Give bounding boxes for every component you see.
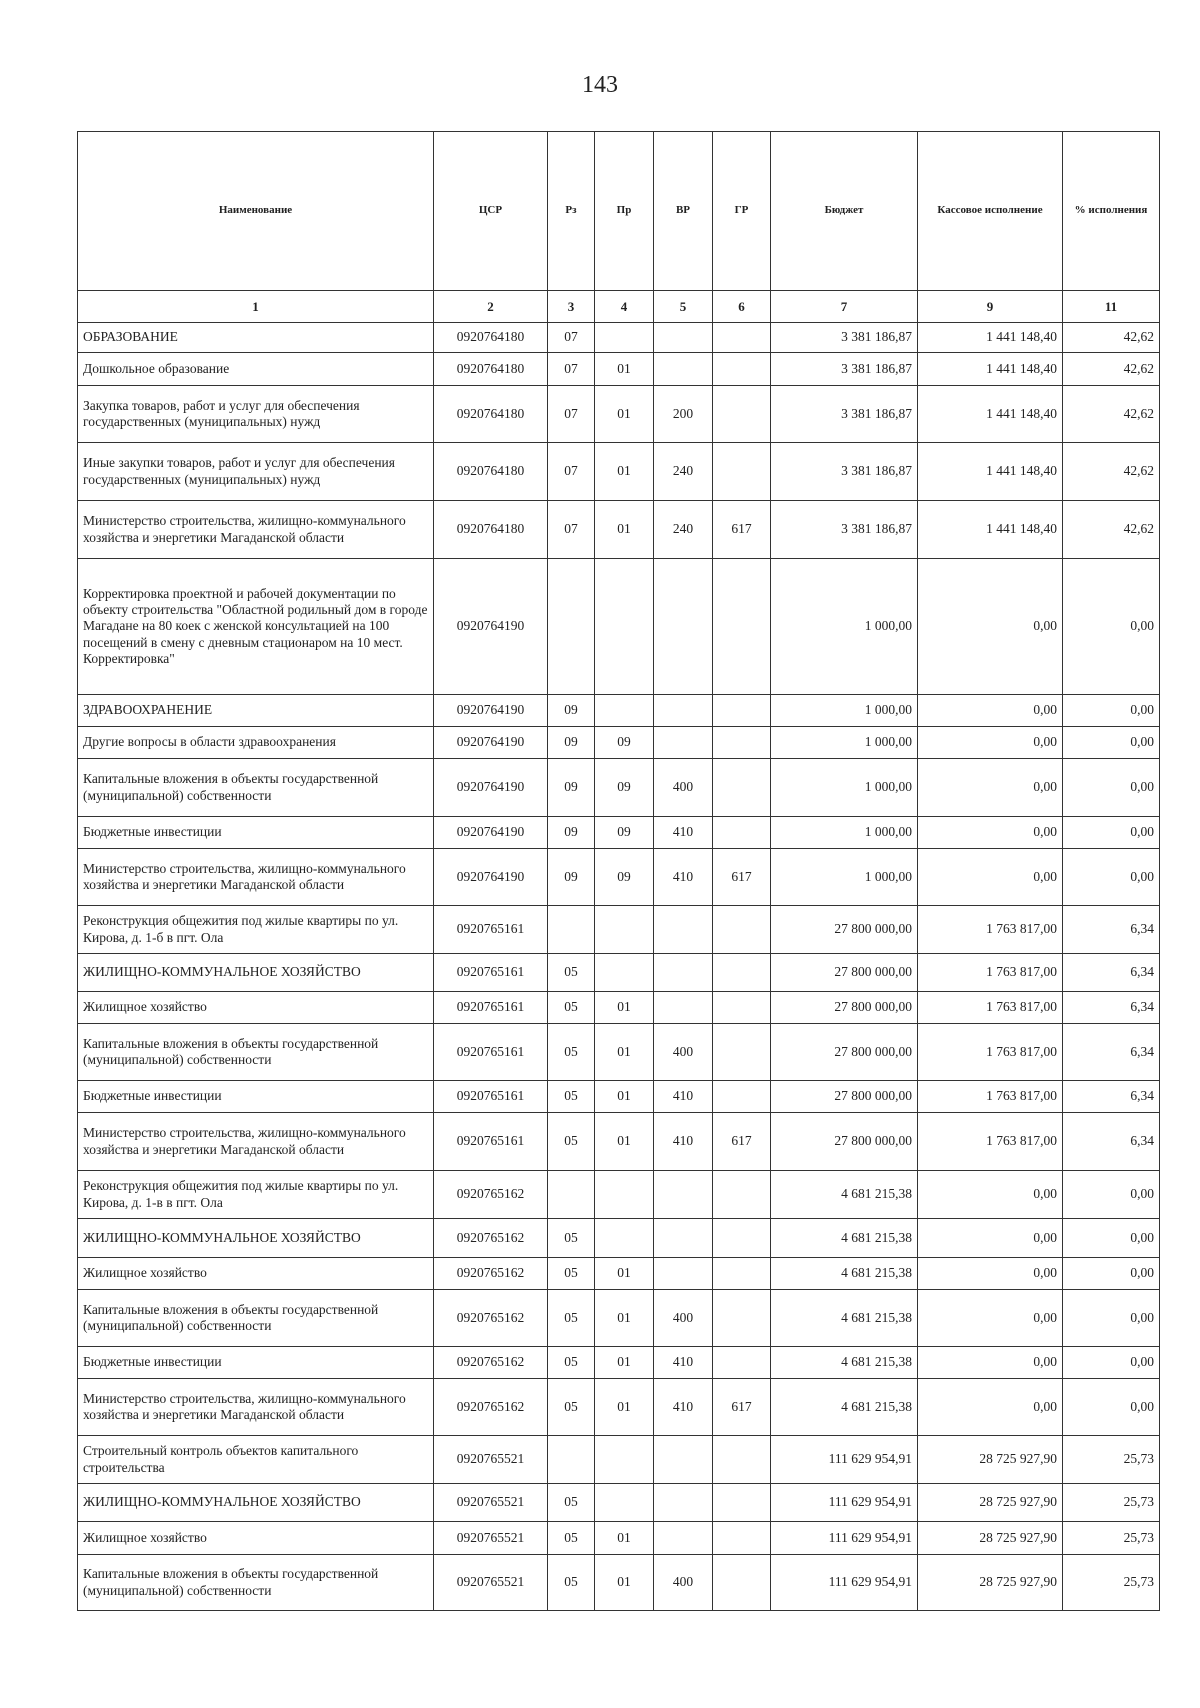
cell-name: Строительный контроль объектов капитального строительства — [78, 1436, 434, 1484]
cell-budget: 27 800 000,00 — [771, 992, 918, 1024]
cell-cash-execution: 1 763 817,00 — [918, 1113, 1063, 1171]
table-row — [78, 1347, 1160, 1379]
page-number: 143 — [582, 72, 618, 98]
table-row — [78, 323, 1160, 353]
cell-rz: 09 — [548, 695, 595, 727]
cell-budget: 1 000,00 — [771, 727, 918, 759]
cell-csr: 0920764180 — [434, 386, 548, 443]
cell-csr: 0920765161 — [434, 954, 548, 992]
column-number-csr: 2 — [434, 291, 548, 323]
cell-cash-execution: 0,00 — [918, 1379, 1063, 1436]
cell-pr: 01 — [595, 501, 654, 559]
table-row — [78, 501, 1160, 559]
cell-rz: 05 — [548, 1379, 595, 1436]
cell-execution-percent: 0,00 — [1063, 1379, 1160, 1436]
cell-cash-execution: 1 441 148,40 — [918, 443, 1063, 501]
table-body — [78, 323, 1160, 1611]
cell-cash-execution: 1 763 817,00 — [918, 992, 1063, 1024]
column-number-vr: 5 — [654, 291, 713, 323]
cell-gr: 617 — [713, 1113, 771, 1171]
cell-execution-percent: 42,62 — [1063, 323, 1160, 353]
cell-rz: 05 — [548, 992, 595, 1024]
cell-csr: 0920764180 — [434, 353, 548, 386]
cell-vr — [654, 906, 713, 954]
cell-gr — [713, 559, 771, 695]
cell-budget: 4 681 215,38 — [771, 1347, 918, 1379]
cell-pr — [595, 1219, 654, 1258]
cell-vr: 410 — [654, 817, 713, 849]
cell-execution-percent: 42,62 — [1063, 443, 1160, 501]
column-number-execution-percent: 11 — [1063, 291, 1160, 323]
cell-csr: 0920765161 — [434, 992, 548, 1024]
cell-budget: 111 629 954,91 — [771, 1436, 918, 1484]
cell-name: Иные закупки товаров, работ и услуг для обеспечения государственных (муниципальных) нужд — [78, 443, 434, 501]
cell-name: Бюджетные инвестиции — [78, 1347, 434, 1379]
cell-rz: 07 — [548, 353, 595, 386]
cell-cash-execution: 0,00 — [918, 1219, 1063, 1258]
cell-cash-execution: 28 725 927,90 — [918, 1484, 1063, 1522]
table-row — [78, 1081, 1160, 1113]
table-row — [78, 1171, 1160, 1219]
cell-pr: 01 — [595, 443, 654, 501]
cell-name: Капитальные вложения в объекты государственной (муниципальной) собственности — [78, 759, 434, 817]
cell-gr — [713, 1484, 771, 1522]
cell-budget: 3 381 186,87 — [771, 386, 918, 443]
cell-csr: 0920765162 — [434, 1290, 548, 1347]
cell-gr — [713, 727, 771, 759]
header-gr: ГР — [713, 132, 771, 291]
cell-execution-percent: 6,34 — [1063, 1113, 1160, 1171]
cell-csr: 0920765162 — [434, 1347, 548, 1379]
cell-rz: 05 — [548, 1347, 595, 1379]
cell-vr — [654, 1436, 713, 1484]
cell-gr: 617 — [713, 501, 771, 559]
cell-execution-percent: 6,34 — [1063, 1081, 1160, 1113]
cell-execution-percent: 0,00 — [1063, 559, 1160, 695]
cell-pr: 01 — [595, 1555, 654, 1611]
cell-vr — [654, 695, 713, 727]
cell-vr: 400 — [654, 759, 713, 817]
cell-cash-execution: 28 725 927,90 — [918, 1436, 1063, 1484]
cell-vr: 400 — [654, 1555, 713, 1611]
table-row — [78, 954, 1160, 992]
header-execution-percent: % исполнения — [1063, 132, 1160, 291]
cell-gr — [713, 323, 771, 353]
cell-pr — [595, 906, 654, 954]
cell-rz: 07 — [548, 443, 595, 501]
cell-csr: 0920764180 — [434, 323, 548, 353]
header-name: Наименование — [78, 132, 434, 291]
cell-rz — [548, 1436, 595, 1484]
cell-gr — [713, 906, 771, 954]
cell-name: Жилищное хозяйство — [78, 1258, 434, 1290]
cell-vr: 240 — [654, 443, 713, 501]
cell-budget: 4 681 215,38 — [771, 1290, 918, 1347]
cell-budget: 3 381 186,87 — [771, 443, 918, 501]
cell-pr: 01 — [595, 1113, 654, 1171]
cell-csr: 0920765521 — [434, 1484, 548, 1522]
cell-execution-percent: 0,00 — [1063, 1258, 1160, 1290]
cell-gr — [713, 1024, 771, 1081]
cell-vr: 400 — [654, 1024, 713, 1081]
cell-pr: 01 — [595, 1347, 654, 1379]
cell-rz: 05 — [548, 1290, 595, 1347]
cell-csr: 0920764180 — [434, 443, 548, 501]
table-row — [78, 1290, 1160, 1347]
cell-pr — [595, 1484, 654, 1522]
cell-pr — [595, 695, 654, 727]
cell-execution-percent: 25,73 — [1063, 1436, 1160, 1484]
cell-execution-percent: 25,73 — [1063, 1555, 1160, 1611]
cell-execution-percent: 0,00 — [1063, 1171, 1160, 1219]
cell-cash-execution: 28 725 927,90 — [918, 1555, 1063, 1611]
table-row — [78, 443, 1160, 501]
header-vr: ВР — [654, 132, 713, 291]
cell-name: Жилищное хозяйство — [78, 1522, 434, 1555]
cell-budget: 27 800 000,00 — [771, 1081, 918, 1113]
table-row — [78, 1555, 1160, 1611]
cell-budget: 1 000,00 — [771, 817, 918, 849]
cell-cash-execution: 1 763 817,00 — [918, 906, 1063, 954]
cell-execution-percent: 6,34 — [1063, 1024, 1160, 1081]
cell-vr — [654, 353, 713, 386]
cell-gr — [713, 1258, 771, 1290]
cell-pr: 01 — [595, 1290, 654, 1347]
cell-execution-percent: 25,73 — [1063, 1484, 1160, 1522]
cell-rz: 05 — [548, 1219, 595, 1258]
cell-budget: 3 381 186,87 — [771, 353, 918, 386]
cell-name: Корректировка проектной и рабочей документации по объекту строительства "Областной родильный дом в городе Магадане на 80 коек с женской консультацией на 100 посещений в смену с дневным стационаром на 10 мест. Корректировка" — [78, 559, 434, 695]
cell-csr: 0920765162 — [434, 1258, 548, 1290]
cell-rz: 05 — [548, 1113, 595, 1171]
cell-execution-percent: 6,34 — [1063, 992, 1160, 1024]
cell-budget: 1 000,00 — [771, 759, 918, 817]
cell-budget: 4 681 215,38 — [771, 1219, 918, 1258]
cell-cash-execution: 0,00 — [918, 695, 1063, 727]
cell-name: ЗДРАВООХРАНЕНИЕ — [78, 695, 434, 727]
cell-name: Жилищное хозяйство — [78, 992, 434, 1024]
cell-name: Бюджетные инвестиции — [78, 1081, 434, 1113]
cell-csr: 0920765162 — [434, 1219, 548, 1258]
cell-execution-percent: 0,00 — [1063, 1347, 1160, 1379]
cell-csr: 0920764190 — [434, 849, 548, 906]
cell-vr — [654, 1484, 713, 1522]
cell-name: Министерство строительства, жилищно-коммунального хозяйства и энергетики Магаданской области — [78, 1113, 434, 1171]
cell-vr: 240 — [654, 501, 713, 559]
cell-cash-execution: 0,00 — [918, 759, 1063, 817]
cell-name: Капитальные вложения в объекты государственной (муниципальной) собственности — [78, 1024, 434, 1081]
cell-gr — [713, 1522, 771, 1555]
cell-budget: 27 800 000,00 — [771, 954, 918, 992]
cell-rz — [548, 906, 595, 954]
cell-cash-execution: 0,00 — [918, 727, 1063, 759]
cell-vr: 410 — [654, 1379, 713, 1436]
cell-vr: 410 — [654, 849, 713, 906]
cell-csr: 0920764190 — [434, 759, 548, 817]
table-row — [78, 353, 1160, 386]
cell-cash-execution: 1 441 148,40 — [918, 386, 1063, 443]
cell-vr — [654, 992, 713, 1024]
cell-rz: 05 — [548, 1555, 595, 1611]
column-number-budget: 7 — [771, 291, 918, 323]
cell-rz — [548, 1171, 595, 1219]
cell-csr: 0920765161 — [434, 906, 548, 954]
cell-pr: 09 — [595, 849, 654, 906]
cell-csr: 0920764190 — [434, 695, 548, 727]
cell-cash-execution: 0,00 — [918, 1258, 1063, 1290]
header-cash-execution: Кассовое исполнение — [918, 132, 1063, 291]
cell-gr — [713, 443, 771, 501]
cell-pr: 01 — [595, 1258, 654, 1290]
cell-execution-percent: 0,00 — [1063, 849, 1160, 906]
cell-gr — [713, 1436, 771, 1484]
cell-csr: 0920765162 — [434, 1379, 548, 1436]
cell-cash-execution: 1 441 148,40 — [918, 323, 1063, 353]
cell-csr: 0920764180 — [434, 501, 548, 559]
cell-budget: 1 000,00 — [771, 559, 918, 695]
cell-vr: 200 — [654, 386, 713, 443]
column-number-name: 1 — [78, 291, 434, 323]
cell-gr — [713, 954, 771, 992]
cell-budget: 27 800 000,00 — [771, 1024, 918, 1081]
header-budget: Бюджет — [771, 132, 918, 291]
cell-gr — [713, 992, 771, 1024]
cell-budget: 4 681 215,38 — [771, 1379, 918, 1436]
cell-rz: 07 — [548, 386, 595, 443]
cell-cash-execution: 1 441 148,40 — [918, 353, 1063, 386]
cell-name: Капитальные вложения в объекты государственной (муниципальной) собственности — [78, 1290, 434, 1347]
cell-rz: 05 — [548, 1024, 595, 1081]
cell-vr: 400 — [654, 1290, 713, 1347]
cell-rz: 05 — [548, 1081, 595, 1113]
table-row — [78, 1258, 1160, 1290]
cell-cash-execution: 1 763 817,00 — [918, 1024, 1063, 1081]
cell-vr — [654, 323, 713, 353]
cell-pr: 09 — [595, 727, 654, 759]
cell-budget: 3 381 186,87 — [771, 501, 918, 559]
cell-execution-percent: 25,73 — [1063, 1522, 1160, 1555]
cell-csr: 0920764190 — [434, 727, 548, 759]
cell-rz: 05 — [548, 954, 595, 992]
cell-cash-execution: 28 725 927,90 — [918, 1522, 1063, 1555]
cell-pr: 09 — [595, 817, 654, 849]
cell-budget: 4 681 215,38 — [771, 1258, 918, 1290]
cell-csr: 0920765521 — [434, 1436, 548, 1484]
cell-gr — [713, 759, 771, 817]
cell-vr — [654, 727, 713, 759]
cell-cash-execution: 1 763 817,00 — [918, 1081, 1063, 1113]
cell-execution-percent: 6,34 — [1063, 906, 1160, 954]
cell-budget: 3 381 186,87 — [771, 323, 918, 353]
cell-csr: 0920765521 — [434, 1555, 548, 1611]
cell-name: Капитальные вложения в объекты государственной (муниципальной) собственности — [78, 1555, 434, 1611]
table-row — [78, 817, 1160, 849]
cell-cash-execution: 0,00 — [918, 1347, 1063, 1379]
table-row — [78, 759, 1160, 817]
cell-pr — [595, 954, 654, 992]
table-row — [78, 1436, 1160, 1484]
cell-vr: 410 — [654, 1113, 713, 1171]
cell-name: Бюджетные инвестиции — [78, 817, 434, 849]
header-csr: ЦСР — [434, 132, 548, 291]
cell-cash-execution: 0,00 — [918, 1171, 1063, 1219]
header-rz: Рз — [548, 132, 595, 291]
cell-gr — [713, 1290, 771, 1347]
cell-csr: 0920765162 — [434, 1171, 548, 1219]
cell-cash-execution: 0,00 — [918, 849, 1063, 906]
cell-csr: 0920765161 — [434, 1081, 548, 1113]
cell-pr — [595, 1171, 654, 1219]
column-number-rz: 3 — [548, 291, 595, 323]
cell-execution-percent: 0,00 — [1063, 817, 1160, 849]
budget-execution-table — [77, 131, 1160, 1611]
cell-pr — [595, 1436, 654, 1484]
cell-budget: 4 681 215,38 — [771, 1171, 918, 1219]
cell-budget: 111 629 954,91 — [771, 1484, 918, 1522]
table-row — [78, 1522, 1160, 1555]
table-row — [78, 849, 1160, 906]
cell-execution-percent: 6,34 — [1063, 954, 1160, 992]
cell-execution-percent: 42,62 — [1063, 386, 1160, 443]
cell-pr — [595, 559, 654, 695]
cell-name: Закупка товаров, работ и услуг для обеспечения государственных (муниципальных) нужд — [78, 386, 434, 443]
cell-gr — [713, 1171, 771, 1219]
cell-cash-execution: 0,00 — [918, 559, 1063, 695]
column-number-cash-execution: 9 — [918, 291, 1063, 323]
table-row — [78, 386, 1160, 443]
cell-name: Дошкольное образование — [78, 353, 434, 386]
cell-execution-percent: 42,62 — [1063, 353, 1160, 386]
table-row — [78, 727, 1160, 759]
cell-vr — [654, 1219, 713, 1258]
cell-csr: 0920765161 — [434, 1024, 548, 1081]
cell-rz: 05 — [548, 1484, 595, 1522]
cell-vr — [654, 954, 713, 992]
column-number-gr: 6 — [713, 291, 771, 323]
cell-vr: 410 — [654, 1347, 713, 1379]
table-row — [78, 1484, 1160, 1522]
cell-vr — [654, 559, 713, 695]
cell-gr — [713, 1219, 771, 1258]
cell-rz — [548, 559, 595, 695]
cell-pr: 01 — [595, 1522, 654, 1555]
cell-budget: 111 629 954,91 — [771, 1555, 918, 1611]
cell-budget: 1 000,00 — [771, 695, 918, 727]
cell-csr: 0920764190 — [434, 817, 548, 849]
cell-name: ОБРАЗОВАНИЕ — [78, 323, 434, 353]
cell-execution-percent: 0,00 — [1063, 727, 1160, 759]
cell-gr: 617 — [713, 849, 771, 906]
cell-name: Министерство строительства, жилищно-коммунального хозяйства и энергетики Магаданской области — [78, 501, 434, 559]
cell-budget: 27 800 000,00 — [771, 906, 918, 954]
table-row — [78, 1024, 1160, 1081]
cell-rz: 05 — [548, 1258, 595, 1290]
cell-csr: 0920765161 — [434, 1113, 548, 1171]
cell-cash-execution: 1 763 817,00 — [918, 954, 1063, 992]
cell-name: Министерство строительства, жилищно-коммунального хозяйства и энергетики Магаданской области — [78, 1379, 434, 1436]
cell-pr: 01 — [595, 353, 654, 386]
cell-execution-percent: 0,00 — [1063, 759, 1160, 817]
cell-vr: 410 — [654, 1081, 713, 1113]
cell-rz: 07 — [548, 323, 595, 353]
column-number-pr: 4 — [595, 291, 654, 323]
cell-vr — [654, 1171, 713, 1219]
cell-rz: 09 — [548, 727, 595, 759]
cell-rz: 09 — [548, 759, 595, 817]
cell-pr: 01 — [595, 1379, 654, 1436]
table-row — [78, 1113, 1160, 1171]
cell-execution-percent: 0,00 — [1063, 1219, 1160, 1258]
table-row — [78, 992, 1160, 1024]
cell-name: ЖИЛИЩНО-КОММУНАЛЬНОЕ ХОЗЯЙСТВО — [78, 1219, 434, 1258]
cell-csr: 0920764190 — [434, 559, 548, 695]
cell-vr — [654, 1258, 713, 1290]
cell-cash-execution: 0,00 — [918, 1290, 1063, 1347]
cell-gr — [713, 1347, 771, 1379]
cell-budget: 27 800 000,00 — [771, 1113, 918, 1171]
cell-gr — [713, 817, 771, 849]
cell-budget: 111 629 954,91 — [771, 1522, 918, 1555]
cell-vr — [654, 1522, 713, 1555]
table-row — [78, 1379, 1160, 1436]
cell-rz: 09 — [548, 849, 595, 906]
cell-name: Министерство строительства, жилищно-коммунального хозяйства и энергетики Магаданской области — [78, 849, 434, 906]
cell-pr: 01 — [595, 1024, 654, 1081]
table-row — [78, 1219, 1160, 1258]
cell-csr: 0920765521 — [434, 1522, 548, 1555]
cell-gr — [713, 1081, 771, 1113]
cell-pr: 01 — [595, 1081, 654, 1113]
cell-name: ЖИЛИЩНО-КОММУНАЛЬНОЕ ХОЗЯЙСТВО — [78, 954, 434, 992]
cell-execution-percent: 42,62 — [1063, 501, 1160, 559]
table-row — [78, 559, 1160, 695]
cell-rz: 09 — [548, 817, 595, 849]
cell-gr — [713, 386, 771, 443]
cell-rz: 05 — [548, 1522, 595, 1555]
cell-pr: 01 — [595, 992, 654, 1024]
header-pr: Пр — [595, 132, 654, 291]
cell-gr — [713, 353, 771, 386]
cell-budget: 1 000,00 — [771, 849, 918, 906]
cell-execution-percent: 0,00 — [1063, 1290, 1160, 1347]
cell-pr — [595, 323, 654, 353]
cell-pr: 09 — [595, 759, 654, 817]
cell-cash-execution: 0,00 — [918, 817, 1063, 849]
cell-gr — [713, 1555, 771, 1611]
cell-name: Реконструкция общежития под жилые квартиры по ул. Кирова, д. 1-в в пгт. Ола — [78, 1171, 434, 1219]
cell-gr: 617 — [713, 1379, 771, 1436]
column-number-row — [78, 291, 1160, 323]
cell-name: ЖИЛИЩНО-КОММУНАЛЬНОЕ ХОЗЯЙСТВО — [78, 1484, 434, 1522]
cell-name: Другие вопросы в области здравоохранения — [78, 727, 434, 759]
cell-execution-percent: 0,00 — [1063, 695, 1160, 727]
header-row — [78, 132, 1160, 291]
table-row — [78, 695, 1160, 727]
cell-gr — [713, 695, 771, 727]
table-row — [78, 906, 1160, 954]
cell-name: Реконструкция общежития под жилые квартиры по ул. Кирова, д. 1-б в пгт. Ола — [78, 906, 434, 954]
cell-cash-execution: 1 441 148,40 — [918, 501, 1063, 559]
cell-pr: 01 — [595, 386, 654, 443]
cell-rz: 07 — [548, 501, 595, 559]
